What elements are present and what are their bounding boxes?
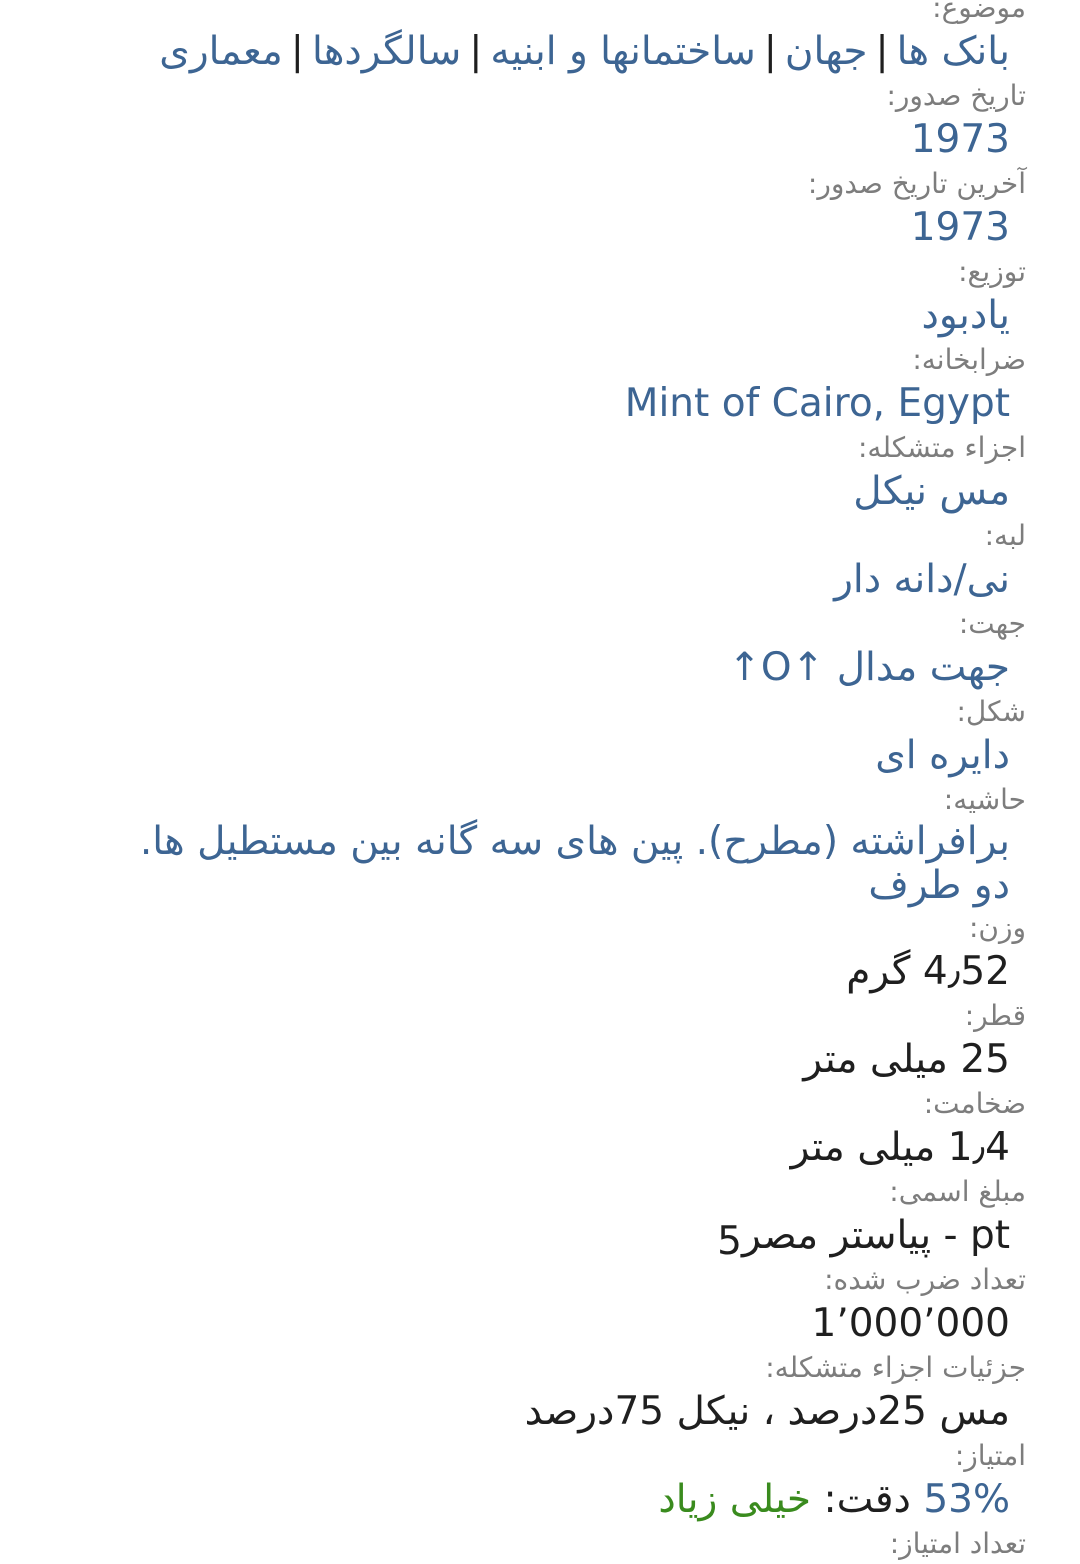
accuracy-value: خیلی زیاد xyxy=(658,1477,812,1522)
composition-details-label: جزئیات اجزاء متشکله: xyxy=(765,1351,1026,1384)
thickness-value: 1٫4 میلی متر xyxy=(790,1125,1010,1170)
subject-links xyxy=(0,28,1010,76)
subject-link-banks[interactable]: بانک ها xyxy=(896,29,1010,74)
rim-label: حاشیه: xyxy=(943,783,1026,816)
composition-details-value: مس 25درصد ، نیکل 75درصد xyxy=(524,1389,1010,1434)
distribution-link[interactable]: یادبود xyxy=(921,293,1010,338)
face-value xyxy=(0,1212,1010,1264)
mint-label: ضرابخانه: xyxy=(912,343,1026,376)
edge-link[interactable]: نی/دانه دار xyxy=(834,557,1010,602)
subject-link-architecture[interactable]: معماری xyxy=(159,29,283,74)
rating-label: امتیاز: xyxy=(954,1439,1026,1472)
face-value-currency: - پیاستر مصر xyxy=(741,1213,958,1258)
mintage-label: تعداد ضرب شده: xyxy=(824,1263,1026,1296)
subject-link-anniversaries[interactable]: سالگردها xyxy=(311,29,462,74)
shape-label: شکل: xyxy=(956,695,1026,728)
last-issue-date-label: آخرین تاریخ صدور: xyxy=(807,167,1026,200)
last-issue-date-link[interactable]: 1973 xyxy=(910,205,1010,250)
orientation-link[interactable] xyxy=(728,645,1010,690)
orientation-label: جهت: xyxy=(958,607,1026,640)
rim-link[interactable]: برافراشته (مطرح). پین های سه گانه بین مستطیل ها. دو طرف xyxy=(139,819,1010,908)
shape-link[interactable]: دایره ای xyxy=(875,733,1010,778)
medal-orientation-icon: ↑O↑ xyxy=(728,645,825,690)
weight-label: وزن: xyxy=(968,911,1026,944)
face-value-label: مبلغ اسمی: xyxy=(889,1175,1026,1208)
composition-link[interactable]: مس نیکل xyxy=(853,469,1010,514)
edge-label: لبه: xyxy=(984,519,1026,552)
issue-date-link[interactable]: 1973 xyxy=(910,117,1010,162)
mintage-value: 1٬000٬000 xyxy=(811,1301,1010,1346)
subject-label: موضوع: xyxy=(932,0,1026,24)
issue-date-label: تاریخ صدور: xyxy=(886,79,1026,112)
subject-separator: | xyxy=(763,29,777,74)
diameter-value: 25 میلی متر xyxy=(803,1037,1010,1082)
rating-count-label: تعداد امتیاز: xyxy=(889,1527,1026,1560)
diameter-label: قطر: xyxy=(964,999,1026,1032)
accuracy-label: دقت: xyxy=(823,1477,911,1522)
mint-link[interactable]: Mint of Cairo, Egypt xyxy=(624,381,1010,426)
weight-value: 4٫52 گرم xyxy=(846,949,1010,994)
subject-separator: | xyxy=(469,29,483,74)
distribution-label: توزیع: xyxy=(958,255,1026,288)
subject-link-buildings[interactable]: ساختمانها و ابنیه xyxy=(490,29,756,74)
subject-separator: | xyxy=(875,29,889,74)
subject-link-world[interactable]: جهان xyxy=(784,29,868,74)
thickness-label: ضخامت: xyxy=(923,1087,1026,1120)
composition-label: اجزاء متشکله: xyxy=(858,431,1026,464)
orientation-value: جهت مدال xyxy=(836,645,1010,690)
rating-percent-link[interactable]: 53% xyxy=(923,1477,1010,1522)
face-value-amount: 5 xyxy=(717,1219,742,1264)
face-value-unit: pt xyxy=(969,1213,1010,1258)
rating-value xyxy=(0,1476,1010,1524)
subject-separator: | xyxy=(290,29,304,74)
